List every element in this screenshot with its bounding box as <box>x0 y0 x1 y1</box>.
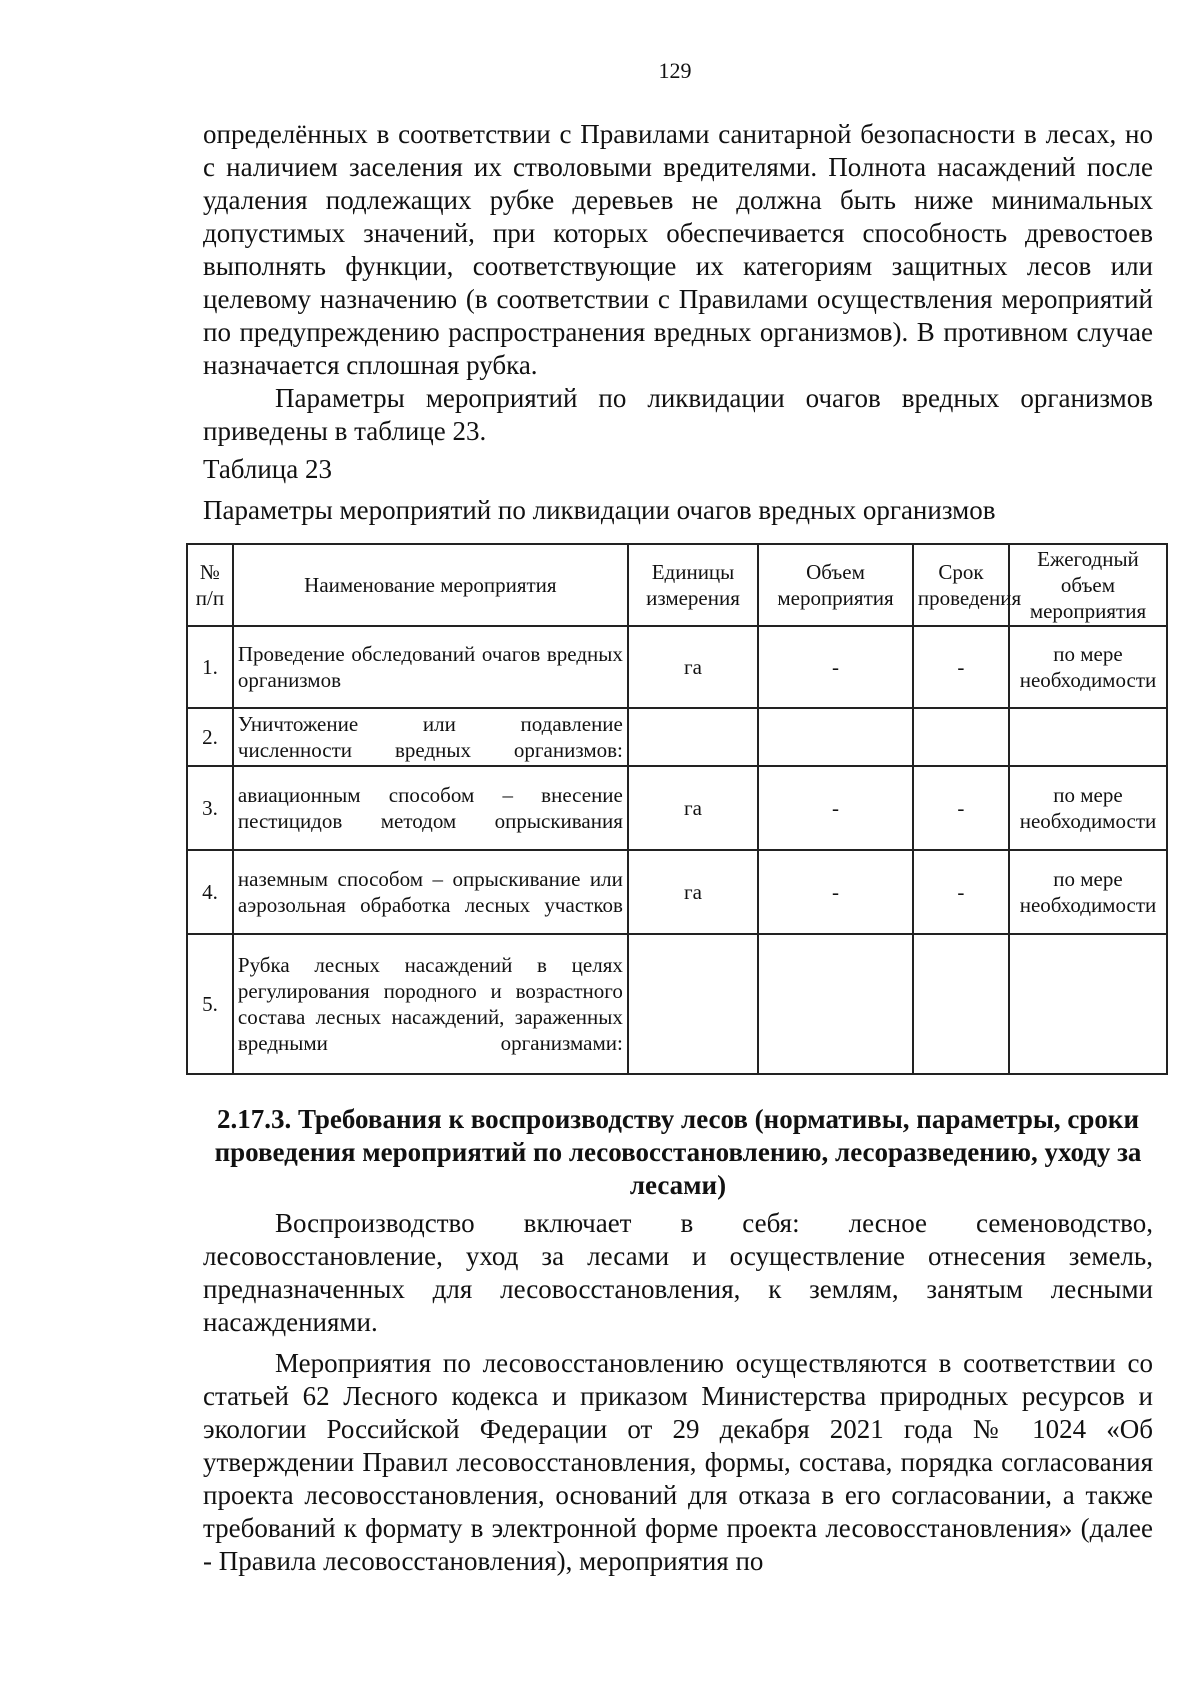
row-annual-volume <box>1009 934 1167 1074</box>
row-number: 5. <box>187 934 233 1074</box>
row-term: - <box>913 766 1009 850</box>
header-volume: Объем мероприятия <box>758 544 913 626</box>
table-row <box>187 934 1167 1074</box>
section-heading: 2.17.3. Требования к воспроизводству лесов (нормативы, параметры, сроки проведения мероприятий по лесовосстановлению, лесоразведению, уходу за лесами) <box>214 1104 1142 1200</box>
row-unit <box>628 708 758 766</box>
section-paragraph: Воспроизводство включает в себя: лесное семеноводство, лесовосстановление, уход за лесами и осуществление отнесения земель, предназначенных для лесовосстановления, к землям, занятым лесными насаждениями. <box>203 1208 1153 1337</box>
table-row <box>187 850 1167 934</box>
table-reference: Таблица 23 <box>203 454 332 484</box>
header-name: Наименование мероприятия <box>233 544 628 626</box>
row-number: 2. <box>187 708 233 766</box>
row-annual-volume: по мере необходимости <box>1009 850 1167 934</box>
intro-paragraph: Параметры мероприятий по ликвидации очагов вредных организмов приведены в таблице 23. <box>203 383 1153 446</box>
table-header-row <box>187 544 1167 626</box>
header-term: Срок проведения <box>913 544 1009 626</box>
row-volume <box>758 934 913 1074</box>
row-term <box>913 934 1009 1074</box>
section-paragraph: Мероприятия по лесовосстановлению осуществляются в соответствии со статьей 62 Лесного кодекса и приказом Министерства природных ресурсов и экологии Российской Федерации от 29 декабря 2021 года № 1024 «Об утверждении Правил лесовосстановления, формы, состава, порядка согласования проекта лесовосстановления, оснований для отказа в его согласовании, а также требований к формату в электронной форме проекта лесовосстановления» (далее - Правила лесовосстановления), мероприятия по <box>203 1348 1153 1576</box>
row-term: - <box>913 626 1009 708</box>
row-number: 3. <box>187 766 233 850</box>
table-row <box>187 708 1167 766</box>
row-annual-volume: по мере необходимости <box>1009 626 1167 708</box>
row-number: 1. <box>187 626 233 708</box>
row-term: - <box>913 850 1009 934</box>
intro-text <box>203 118 1153 448</box>
intro-paragraph: определённых в соответствии с Правилами санитарной безопасности в лесах, но с наличием заселения их стволовыми вредителями. Полнота насаждений после удаления подлежащих рубке деревьев не должна быть ниже минимальных допустимых значений, при которых обеспечивается способность древостоев выполнять функции, соответствующие их категориям защитных лесов или целевому назначению (в соответствии с Правилами осуществления мероприятий по предупреждению распространения вредных организмов). В противном случае назначается сплошная рубка. <box>203 119 1153 380</box>
header-unit: Единицы измерения <box>628 544 758 626</box>
header-annual-volume: Ежегодный объем мероприятия <box>1009 544 1167 626</box>
row-volume: - <box>758 626 913 708</box>
row-volume: - <box>758 850 913 934</box>
table-row <box>187 626 1167 708</box>
row-annual-volume: по мере необходимости <box>1009 766 1167 850</box>
row-term <box>913 708 1009 766</box>
row-unit: га <box>628 850 758 934</box>
row-unit: га <box>628 766 758 850</box>
row-name: авиационным способом – внесение пестицидов методом опрыскивания <box>233 766 628 850</box>
row-volume <box>758 708 913 766</box>
row-name: Уничтожение или подавление численности вредных организмов: <box>233 708 628 766</box>
table-row <box>187 766 1167 850</box>
parameters-table <box>186 543 1168 1075</box>
row-unit <box>628 934 758 1074</box>
row-volume: - <box>758 766 913 850</box>
row-unit: га <box>628 626 758 708</box>
row-name: наземным способом – опрыскивание или аэрозольная обработка лесных участков <box>233 850 628 934</box>
row-number: 4. <box>187 850 233 934</box>
row-name: Рубка лесных насаждений в целях регулирования породного и возрастного состава лесных насаждений, зараженных вредными организмами: <box>233 934 628 1074</box>
table-title: Параметры мероприятий по ликвидации очагов вредных организмов <box>203 495 996 525</box>
page-number: 129 <box>658 58 692 83</box>
row-annual-volume <box>1009 708 1167 766</box>
row-name: Проведение обследований очагов вредных организмов <box>233 626 628 708</box>
header-number: № п/п <box>187 544 233 626</box>
section-body <box>203 1207 1153 1578</box>
